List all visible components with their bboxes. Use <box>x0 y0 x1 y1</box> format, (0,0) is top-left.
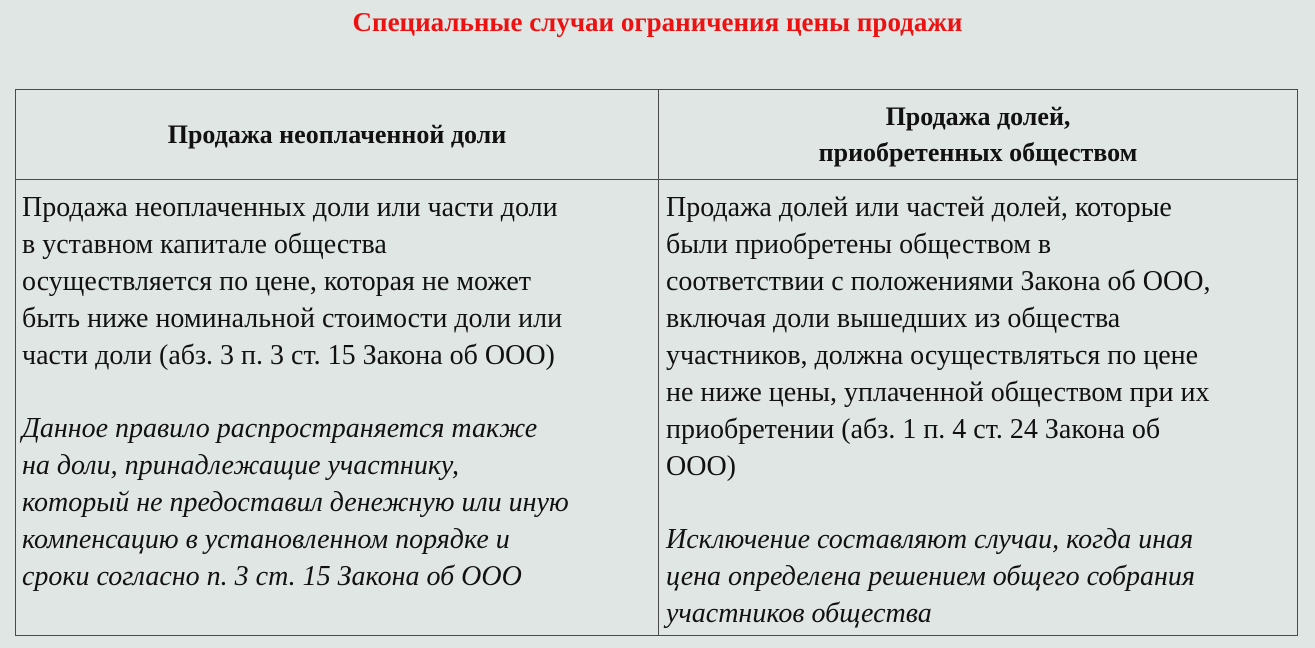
text-line: быть ниже номинальной стоимости доли или <box>22 303 563 334</box>
page-title: Специальные случаи ограничения цены продажи <box>352 7 963 37</box>
header-line: приобретенных обществом <box>818 137 1138 167</box>
cell-company-acquired-shares <box>666 189 1296 632</box>
text-line: ООО) <box>666 451 736 482</box>
note-text <box>22 410 654 595</box>
text-line: Данное правило распространяется также <box>22 413 538 444</box>
rule-text <box>666 189 1296 485</box>
text-line: компенсацию в установленном порядке и <box>22 524 510 555</box>
cell-unpaid-share <box>22 189 654 595</box>
rule-text <box>22 189 654 374</box>
comparison-table <box>15 89 1298 636</box>
header-company-acquired-shares <box>659 90 1297 179</box>
text-line: цена определена решением общего собрания <box>666 561 1195 592</box>
header-line: Продажа неоплаченной доли <box>167 119 507 149</box>
text-line: Продажа долей или частей долей, которые <box>666 192 1172 223</box>
text-line: приобретении (абз. 1 п. 4 ст. 24 Закона об <box>666 414 1161 445</box>
text-line: не ниже цены, уплаченной обществом при их <box>666 377 1210 408</box>
text-line: который не предоставил денежную или иную <box>22 487 569 518</box>
header-divider <box>16 179 1297 180</box>
text-line: были приобретены обществом в <box>666 229 1052 260</box>
text-line: осуществляется по цене, которая не может <box>22 266 531 297</box>
text-line: участников общества <box>666 598 932 629</box>
header-line: Продажа долей, <box>885 101 1071 131</box>
text-line: в уставном капитале общества <box>22 229 387 260</box>
text-line: соответствии с положениями Закона об ООО, <box>666 266 1211 297</box>
text-line: части доли (абз. 3 п. 3 ст. 15 Закона об ООО) <box>22 340 555 371</box>
text-line: Продажа неоплаченных доли или части доли <box>22 192 558 223</box>
text-line: сроки согласно п. 3 ст. 15 Закона об ООО <box>22 561 522 592</box>
note-text <box>666 521 1296 632</box>
text-line: участников, должна осуществляться по цене <box>666 340 1199 371</box>
text-line: Исключение составляют случаи, когда иная <box>666 524 1194 555</box>
text-line: включая доли вышедших из общества <box>666 303 1121 334</box>
text-line: на доли, принадлежащие участнику, <box>22 450 459 481</box>
header-unpaid-share <box>16 90 658 179</box>
